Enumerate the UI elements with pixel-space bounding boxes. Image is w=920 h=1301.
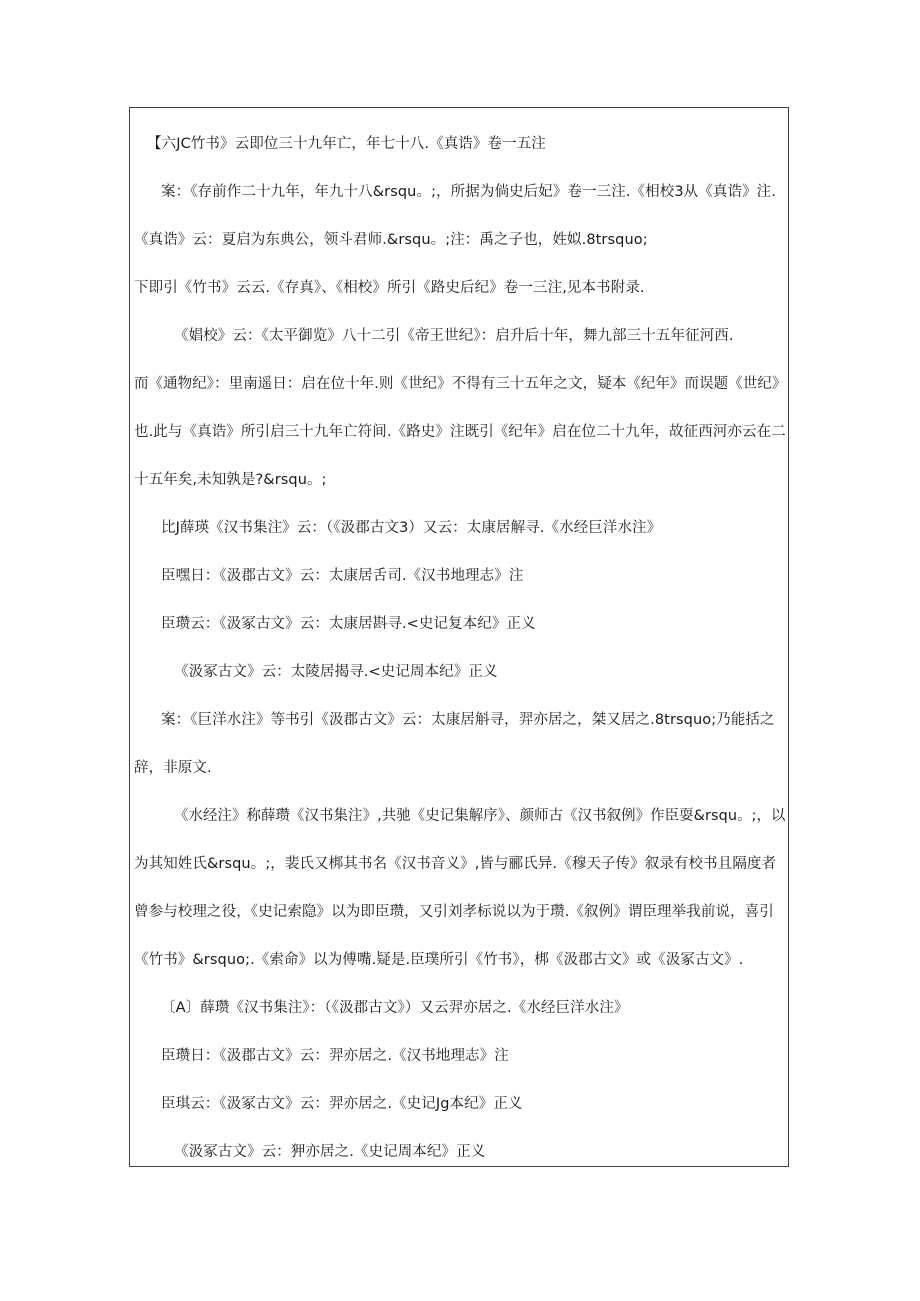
text-line: 【六JC竹书》云即位三十九年亡，年七十八.《真诰》卷一五注 [147,136,546,152]
text-line: 《汲冢古文》云：狎亦居之.《史记周本纪》正义 [174,1144,486,1160]
text-line: 十五年矣,未知孰是?&rsqu。; [134,472,327,488]
text-line: 《水经注》称薛瓒《汉书集注》,共驰《史记集解序》、颜师古《汉书叙例》作臣耍&rsqu。;，以 [174,808,786,824]
text-line: 比J薛瑛《汉书集注》云：（《汲郡古文3）又云：太康居解寻.《水经巨洋水注》 [161,520,662,536]
text-line: 曾参与校理之役，《史记索隐》以为即臣瓒，又引刘孝标说以为于瓒.《叙例》谓臣理举我前说，喜引 [134,904,774,920]
text-line: 《汲冢古文》云：太陵居揭寻.<史记周本纪》正义 [174,664,498,680]
text-line: 而《通物纪》：里南遥日：启在位十年.则《世纪》不得有三十五年之文，疑本《纪年》而误题《世纪》 [134,376,787,392]
text-line: 为其知姓氏&rsqu。;，裴氏又梆其书名《汉书音义》,皆与郦氏异.《穆天子传》叙录有校书且隔度者 [134,856,777,872]
text-line: 《真诰》云：夏启为东典公，领斗君师.&rsqu。;注：禹之子也，姓姒.8trsquo; [134,232,648,248]
text-line: 臣嘿日：《汲郡古文》云：太康居舌司.《汉书地理志》注 [161,568,524,584]
text-line: 臣瓒日：《汲郡古文》云：羿亦居之.《汉书地理志》注 [161,1048,509,1064]
text-line: 案：《存前作二十九年，年九十八&rsqu。;，所据为倘史后妃》卷一三注.《相校3从《真诰》注. [161,184,776,200]
text-line: 臣瓒云：《汲冢古文》云：太康居斟寻.<史记复本纪》正义 [161,616,536,632]
text-line: 《娼校》云：《太平御览》八十二引《帝王世纪》：启升后十年，舞九部三十五年征河西. [174,328,734,344]
text-line: 下即引《竹书》云云.《存真》、《相校》所引《路史后纪》卷一三注,见本书附录. [134,280,645,296]
text-line: 辞，非原文. [134,760,212,776]
text-line: 也.此与《真诰》所引启三十九年亡符间.《路史》注既引《纪年》启在位二十九年，故征西河亦云在二 [134,424,786,440]
text-line: 〔A〕薛瓒《汉书集注》：（《汲郡古文》）又云羿亦居之.《水经巨洋水注》 [161,1000,629,1016]
text-line: 臣琪云：《汲冢古文》云：羿亦居之.《史记Jg本纪》正义 [161,1096,523,1112]
text-line: 案：《巨洋水注》等书引《汲郡古文》云：太康居斛寻，羿亦居之，桀又居之.8trsquo;乃能括之 [161,712,775,728]
text-line: 《竹书》&rsquo;.《索命》以为傅嘴.疑是.臣璞所引《竹书》，梆《汲郡古文》或《汲冢古文》. [134,952,744,968]
